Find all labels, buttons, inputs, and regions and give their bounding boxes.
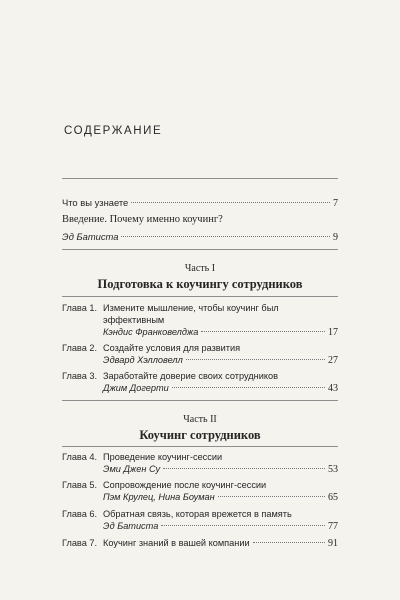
chapter-page: 43	[328, 383, 338, 394]
chapter-author: Эдвард Хэлловелл	[103, 355, 183, 365]
leader-dots	[218, 496, 325, 497]
chapter-page: 53	[328, 464, 338, 475]
part-title: Подготовка к коучингу сотрудников	[97, 277, 303, 291]
toc-entry-chapter-1[interactable]	[103, 327, 338, 338]
chapter-label: Глава 7.	[62, 538, 98, 548]
chapter-label: Глава 2.	[62, 343, 98, 353]
chapter-page: 65	[328, 492, 338, 503]
chapter-title[interactable]: Создайте условия для развития	[103, 343, 241, 353]
divider	[62, 400, 338, 401]
part-label: Часть II	[183, 414, 217, 425]
chapter-label: Глава 3.	[62, 371, 98, 381]
chapter-label: Глава 1.	[62, 303, 98, 313]
leader-dots	[186, 359, 325, 360]
toc-entry-intro[interactable]	[62, 231, 338, 243]
toc-entry-chapter-7[interactable]	[103, 538, 338, 549]
leader-dots	[163, 468, 325, 469]
entry-page: 9	[333, 232, 338, 243]
toc-entry-chapter-2[interactable]	[103, 355, 338, 366]
chapter-label: Глава 5.	[62, 480, 98, 490]
chapter-page: 91	[328, 538, 338, 549]
leader-dots	[253, 542, 325, 543]
entry-page: 7	[333, 198, 338, 209]
chapter-title[interactable]: Сопровождение после коучинг-сессии	[103, 480, 267, 490]
divider	[62, 446, 338, 447]
entry-author: Эд Батиста	[62, 231, 119, 242]
entry-title: Что вы узнаете	[62, 197, 129, 208]
chapter-author: Кэндис Франковелджа	[103, 327, 199, 337]
chapter-title[interactable]: Измените мышление, чтобы коучинг был	[103, 303, 279, 313]
divider	[62, 178, 338, 179]
chapter-page: 27	[328, 355, 338, 366]
leader-dots	[121, 236, 330, 237]
toc-entry-chapter-6[interactable]	[103, 521, 338, 532]
chapter-author: Эд Батиста	[103, 521, 159, 531]
chapter-title[interactable]: Заработайте доверие своих сотрудников	[103, 371, 278, 381]
chapter-title-cont[interactable]: эффективным	[103, 315, 165, 325]
leader-dots	[172, 387, 325, 388]
chapter-title[interactable]: Обратная связь, которая врежется в память	[103, 509, 292, 519]
chapter-author: Джим Догерти	[103, 383, 169, 393]
intro-title[interactable]: Введение. Почему именно коучинг?	[62, 214, 223, 225]
leader-dots	[131, 202, 330, 203]
leader-dots	[201, 331, 325, 332]
chapter-author: Эми Джен Су	[103, 464, 161, 474]
toc-entry-chapter-5[interactable]	[103, 492, 338, 503]
chapter-label: Глава 6.	[62, 509, 98, 519]
chapter-title: Коучинг знаний в вашей компании	[103, 538, 250, 548]
chapter-page: 17	[328, 327, 338, 338]
toc-entry-what-you-learn[interactable]	[62, 197, 338, 209]
toc-entry-chapter-4[interactable]	[103, 464, 338, 475]
leader-dots	[161, 525, 325, 526]
divider	[62, 296, 338, 297]
chapter-title[interactable]: Проведение коучинг-сессии	[103, 452, 223, 462]
chapter-page: 77	[328, 521, 338, 532]
toc-entry-chapter-3[interactable]	[103, 383, 338, 394]
part-title: Коучинг сотрудников	[139, 428, 261, 442]
chapter-author: Пэм Крулец, Нина Боуман	[103, 492, 215, 502]
divider	[62, 249, 338, 250]
chapter-label: Глава 4.	[62, 452, 98, 462]
toc-heading: СОДЕРЖАНИЕ	[64, 125, 163, 137]
part-label: Часть I	[184, 263, 216, 274]
